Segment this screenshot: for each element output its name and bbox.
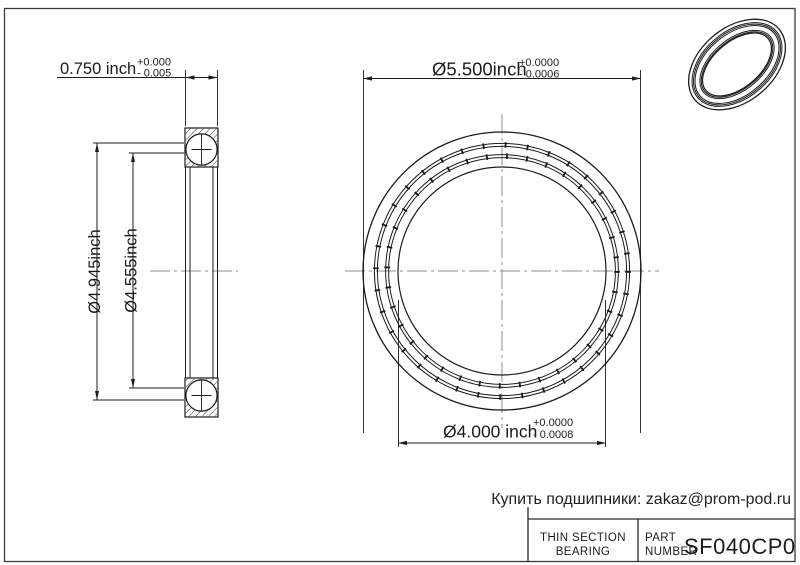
bore-dim-tol-plus: +0.0000 (533, 417, 574, 429)
bore-dim-tol-minus: - 0.0008 (533, 429, 574, 441)
product-type-line2: BEARING (555, 546, 611, 558)
arrowhead-icon (95, 391, 99, 400)
contact-text: Купить подшипники: zakaz@prom-pod.ru (491, 491, 791, 508)
title-block (528, 507, 796, 562)
od-dim-tol-plus: +0.0000 (519, 57, 560, 69)
product-type-line1: THIN SECTION (540, 532, 626, 544)
arrowhead-icon (95, 143, 99, 152)
arrowhead-icon (131, 153, 135, 162)
side-view (57, 57, 238, 418)
front-view (345, 57, 659, 447)
bore-dim-text: Ø4.000 inch (443, 421, 538, 442)
inner-race-dim-text: Ø4.555inch (122, 228, 141, 313)
part-number-value: SF040CP0 (684, 534, 796, 559)
arrowhead-icon (209, 75, 218, 79)
bearing-section-bottom (185, 378, 218, 417)
od-dim-text: Ø5.500inch (432, 58, 527, 80)
arrowhead-icon (632, 76, 641, 80)
width-dim-text: 0.750 inch (60, 60, 137, 78)
arrowhead-icon (398, 441, 407, 445)
arrowhead-icon (597, 441, 606, 445)
isometric-view (671, 1, 800, 128)
outer-race-dim-text: Ø4.945inch (86, 229, 104, 314)
arrowhead-icon (186, 75, 195, 79)
arrowhead-icon (131, 379, 135, 388)
part-number-label-line1: PART (645, 532, 677, 544)
od-dim-tol-minus: - 0.0006 (519, 68, 560, 81)
arrowhead-icon (363, 76, 372, 80)
ring-surface-lines (186, 167, 218, 378)
width-dim-tol-plus: +0.000 (137, 56, 171, 69)
bearing-section-top (185, 128, 218, 167)
part-number-label-line2: NUMBER (645, 546, 698, 558)
width-dimension (57, 57, 218, 127)
width-dim-tol-minus: - 0.005 (137, 67, 172, 80)
